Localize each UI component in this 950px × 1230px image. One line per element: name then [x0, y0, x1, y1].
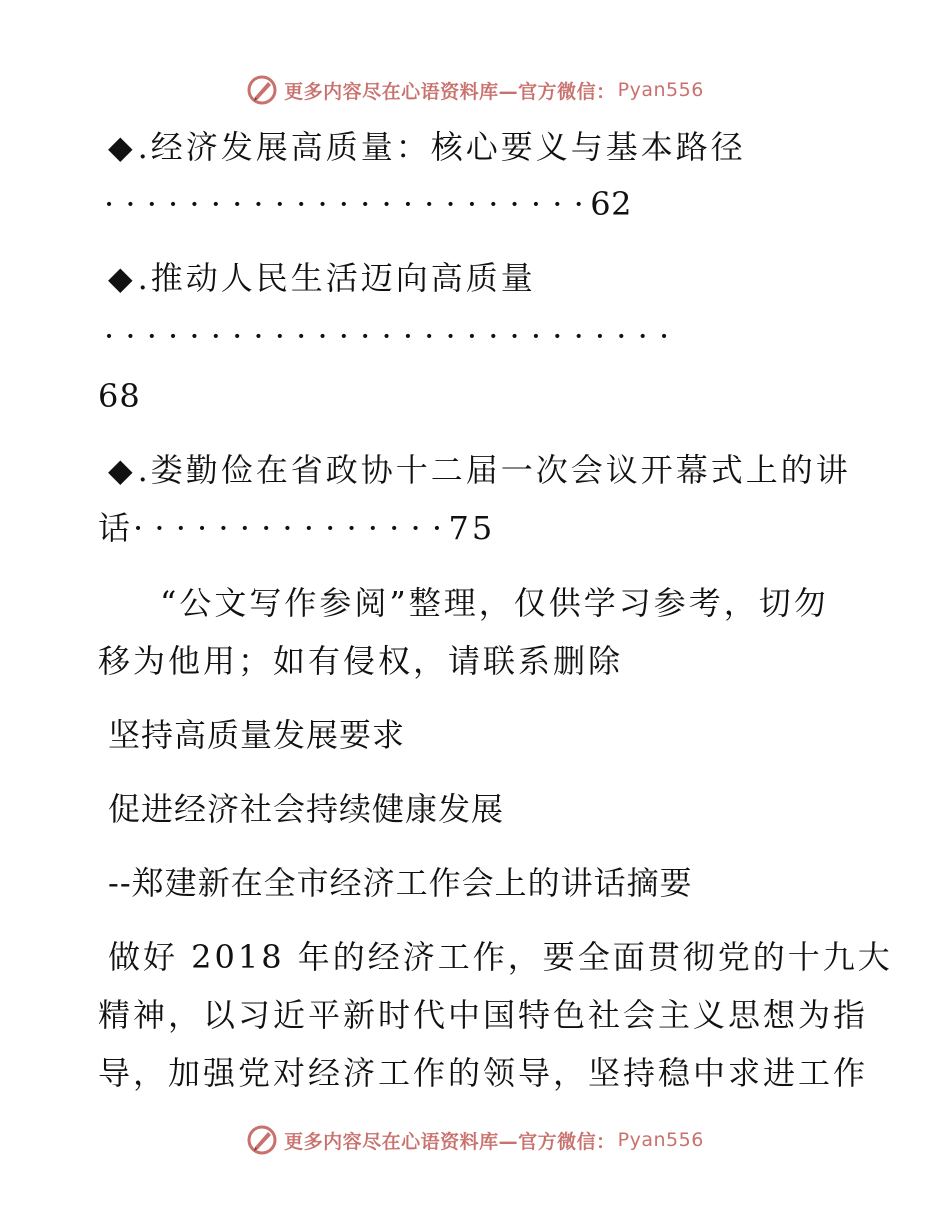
article-subtitle: --郑建新在全市经济工作会上的讲话摘要 — [108, 864, 693, 902]
article-body-line-3: 导，加强党对经济工作的领导，坚持稳中求进工作 — [98, 1054, 869, 1092]
diamond-bullet-icon: ◆ — [108, 451, 136, 489]
watermark-wechat-id: Pyan556 — [617, 1129, 704, 1151]
footer-watermark — [0, 1120, 950, 1160]
watermark-wechat-id: Pyan556 — [617, 79, 704, 101]
toc-entry-title-continued: 话 — [98, 509, 134, 547]
toc-entry-title: .经济发展高质量：核心要义与基本路径 — [137, 128, 746, 166]
pen-logo-icon — [246, 74, 278, 106]
toc-entry-2[interactable] — [108, 258, 536, 298]
diamond-bullet-icon: ◆ — [108, 259, 136, 297]
toc-leader-dots: · · · · · · · · · · · · · · · · · · · · · · · · · · · — [104, 317, 670, 355]
toc-entry-title: .娄勤俭在省政协十二届一次会议开幕式上的讲 — [137, 451, 851, 489]
toc-entry-2-page — [98, 376, 141, 416]
toc-entry-title: .推动人民生活迈向高质量 — [137, 259, 536, 297]
notice-line-1: “公文写作参阅”整理，仅供学习参考，切勿 — [160, 584, 829, 622]
toc-entry-3-continued — [98, 508, 495, 548]
toc-entry-1[interactable] — [108, 127, 746, 167]
article-body-line-1: 做好 2018 年的经济工作，要全面贯彻党的十九大 — [108, 938, 893, 976]
toc-page-number: 75 — [448, 509, 496, 547]
article-title-2: 促进经济社会持续健康发展 — [108, 790, 505, 828]
toc-page-number: 62 — [590, 185, 632, 223]
toc-entry-3[interactable] — [108, 450, 851, 490]
notice-line-2: 移为他用；如有侵权，请联系删除 — [98, 642, 624, 680]
watermark-text: 更多内容尽在心语资料库—官方微信： — [284, 1130, 616, 1153]
pen-logo-icon — [246, 1124, 278, 1156]
article-title-1: 坚持高质量发展要求 — [108, 716, 406, 754]
toc-entry-2-leader — [104, 316, 670, 356]
header-watermark — [0, 70, 950, 110]
toc-page-number: 68 — [98, 377, 141, 415]
article-body-line-2: 精神，以习近平新时代中国特色社会主义思想为指 — [98, 996, 869, 1034]
toc-leader-dots: · · · · · · · · · · · · · · · · · · · · · · · — [104, 185, 585, 223]
watermark-text: 更多内容尽在心语资料库—官方微信： — [284, 80, 616, 103]
toc-leader-dots: · · · · · · · · · · · · · · · — [133, 509, 443, 547]
toc-entry-1-leader — [104, 184, 632, 224]
diamond-bullet-icon: ◆ — [108, 128, 136, 166]
